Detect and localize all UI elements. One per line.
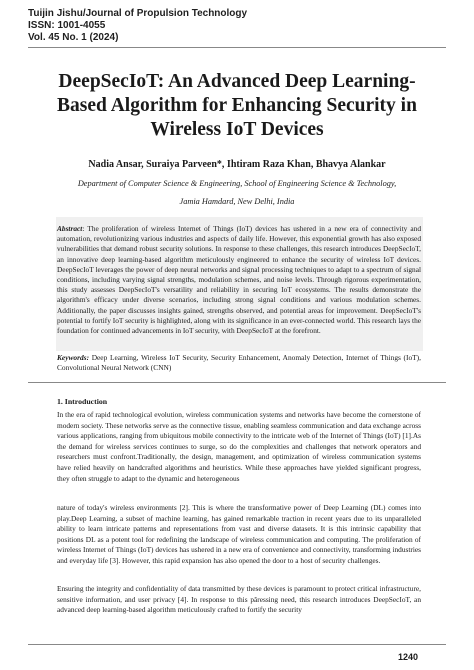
volume-issue: Vol. 45 No. 1 (2024) [28, 32, 119, 43]
page-number: 1240 [398, 652, 419, 662]
title-line: Based Algorithm for Enhancing Security in [57, 95, 417, 116]
title-line: Wireless IoT Devices [150, 119, 324, 140]
footer-rule [28, 644, 446, 645]
body-paragraph: nature of today's wireless environments [2]. This is where the transformative power of Deep Learning (DL) comes into play.Deep Learning, a subset of machine learning, has gained remarkable traction in recent years due to its unparalleled ability to learn intricate patterns and representations from vast and diverse datasets. It is this intrinsic capability that positions DL as a potent tool for redefining the landscape of wireless communication and computing. The proliferation of wireless Internet of Things (IoT) devices has ushered in a new era of convenience and connectivity, transforming industries and everyday life [3]. However, this rapid expansion has also opened the door to a host of security challenges. [57, 503, 421, 565]
issn: ISSN: 1001-4055 [28, 20, 106, 31]
journal-header [28, 8, 247, 44]
section-heading: 1. Introduction [57, 397, 108, 406]
keywords-text: Deep Learning, Wireless IoT Security, Security Enhancement, Anomaly Detection, Internet of Things (IoT), Convolutional Neural Network (CNN) [57, 353, 421, 373]
affiliation-location: Jamia Hamdard, New Delhi, India [179, 197, 295, 206]
paper-title [30, 70, 444, 142]
keywords-label: Keywords: [57, 353, 90, 362]
section-rule [28, 382, 446, 383]
abstract [57, 224, 421, 336]
keywords [57, 353, 421, 373]
author-list: Nadia Ansar, Suraiya Parveen*, Ihtiram Raza Khan, Bhavya Alankar [88, 159, 386, 170]
header-rule [28, 47, 446, 48]
journal-name: Tuijin Jishu/Journal of Propulsion Technology [28, 8, 248, 19]
affiliation: Department of Computer Science & Engineering, School of Engineering Science & Technology, [77, 179, 397, 188]
abstract-label: Abstract [57, 224, 83, 233]
title-line: DeepSecIoT: An Advanced Deep Learning- [58, 71, 416, 92]
body-paragraph: Ensuring the integrity and confidentiality of data transmitted by these devices is paramount to protect critical infrastructure, sensitive information, and user privacy [4]. In response to this pãressing need, this research introduces DeepSecIoT, an advanced deep learning-based algorithm meticulously crafted to fortify the security [57, 584, 421, 615]
abstract-text: : The proliferation of wireless Internet of Things (IoT) devices has ushered in a new era of connectivity and automation, revolutionizing various industries and aspects of daily life. However, this exponential growth has also exposed vulnerabilities that demand robust security solutions. In response to these challenges, this research introduces DeepSecIoT, an innovative deep learning-based algorithm meticulously engineered to enhance the security of wireless IoT devices. DeepSecIoT leverages the power of deep neural networks and signal processing techniques to adapt to a spectrum of signal conditions, including varying signal strengths, modulation schemes, and noise levels. Through rigorous experimentation, this study assesses DeepSecIoT's versatility and reliability in securing IoT ecosystems. The results demonstrate the algorithm's efficacy under diverse scenarios, including strong signal conditions and various modulation schemes. Additionally, the paper discusses insights gained, strengths observed, and potential areas for improvement. DeepSecIoT's potential to fortify IoT security is highlighted, along with its significance in an ever-connected world. This research lays the foundation for continued advancements in IoT security, with DeepSecIoT at the forefront. [57, 224, 421, 336]
body-paragraph: In the era of rapid technological evolution, wireless communication systems and networks have become the cornerstone of modern society. These networks serve as the connective tissue, enabling seamless communication and data exchange across various applications, ranging from ubiquitous mobile connectivity to the intricate web of the Internet of Things (IoT) [1].As the demand for wireless services continues to surge, so do the complexities and challenges that network operators and researchers must confront.Traditionally, the design, management, and optimization of wireless communication systems have relied heavily on handcrafted algorithms and heuristics. While these approaches have yielded significant progress, they often struggle to adapt to the dynamic and heterogeneous [57, 410, 421, 483]
